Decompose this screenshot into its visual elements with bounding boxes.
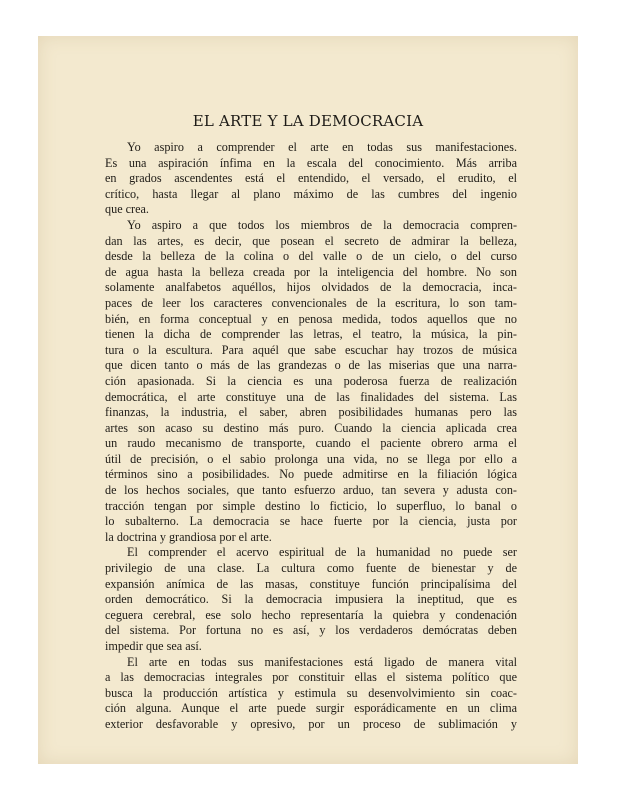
text-line: lo subalterno. La democracia se hace fuerte por la ciencia, justa por [105,514,517,529]
text-line: democrática, el arte constituye una de las finalidades del sistema. Las [105,389,517,404]
text-line: bién, en forma conceptual y en penosa medida, todos aquellos que no [105,311,517,326]
text-line: útil de precisión, o el sabio prolonga una vida, no se llega por ello a [105,451,517,466]
text-line: Es una aspiración ínfima en la escala del conocimiento. Más arriba [105,155,517,170]
text-line: tienen la dicha de comprender las letras, el teatro, la música, la pin- [105,327,517,342]
text-line: paces de leer los caracteres convencionales de la escritura, lo son tam- [105,295,517,310]
text-line: a las democracias integrales por constituir ellas el sistema político que [105,670,517,685]
text-line: de los hechos sociales, que tanto esfuerzo arduo, tan severa y adusta con- [105,483,517,498]
text-line: un raudo mecanismo de transporte, cuando el paciente obrero arma el [105,436,517,451]
text-line: Yo aspiro a comprender el arte en todas sus manifestaciones. [127,140,517,154]
text-line: Yo aspiro a que todos los miembros de la democracia compren- [127,217,517,232]
text-line: artes son acaso su destino más puro. Cuando la ciencia aplicada crea [105,420,517,435]
paragraph-4 [105,655,517,733]
text-line: El arte en todas sus manifestaciones está ligado de manera vital [127,654,517,669]
text-line: del sistema. Por fortuna no es así, y los verdaderos demócratas deben [105,623,517,638]
paragraph-3 [105,545,517,654]
text-line: que crea. [105,202,149,217]
text-line: impedir que sea así. [105,639,202,653]
paragraph-1 [105,140,517,218]
text-line: dan las artes, es decir, que posean el secreto de admirar la belleza, [105,233,517,248]
text-line: orden democrático. Si la democracia impusiera la ineptitud, que es [105,592,517,607]
text-line: en grados ascendentes está el entendido, el versado, el erudito, el [105,171,517,186]
text-line: desde la belleza de la colina o del valle o de un cielo, o del curso [105,249,517,264]
text-line: busca la producción artística y estimula su desenvolvimiento sin coac- [105,685,517,700]
text-line: ceguera cerebral, ese solo hecho representaría la quiebra y condenación [105,607,517,622]
text-line: exterior desfavorable y opresivo, por un proceso de sublimación y [105,716,517,731]
text-line: tura o la escultura. Para aquél que sabe escuchar hay trozos de música [105,342,517,357]
text-line: de agua hasta la belleza creada por la inteligencia del hombre. No son [105,264,517,279]
text-line: tracción tengan por simple destino lo ficticio, lo superfluo, lo banal o [105,498,517,513]
text-line: términos sino a posibilidades. No puede admitirse en la filiación lógica [105,467,517,482]
paragraph-2 [105,218,517,545]
text-line: finanzas, la industria, el saber, abren posibilidades humanas pero las [105,405,517,420]
text-line: ción apasionada. Si la ciencia es una poderosa fuerza de realización [105,373,517,388]
text-line: El comprender el acervo espiritual de la humanidad no puede ser [127,545,517,560]
text-line: la doctrina y grandiosa por el arte. [105,529,272,544]
document-body [105,140,517,733]
text-line: que dicen tanto o más de las grandezas o de las miserias que una narra- [105,358,517,373]
text-line: solamente analfabetos aquéllos, hijos olvidados de la democracia, inca- [105,280,517,295]
text-line: expansión anímica de las masas, constituye función principalísima del [105,576,517,591]
document-page [38,36,578,764]
document-title: EL ARTE Y LA DEMOCRACIA [192,112,424,130]
text-line: crítico, hasta llegar al plano máximo de las cumbres del ingenio [105,186,517,201]
text-line: ción alguna. Aunque el arte puede surgir esporádicamente en un clima [105,701,517,716]
text-line: privilegio de una clase. La cultura como fuente de bienestar y de [105,561,517,576]
